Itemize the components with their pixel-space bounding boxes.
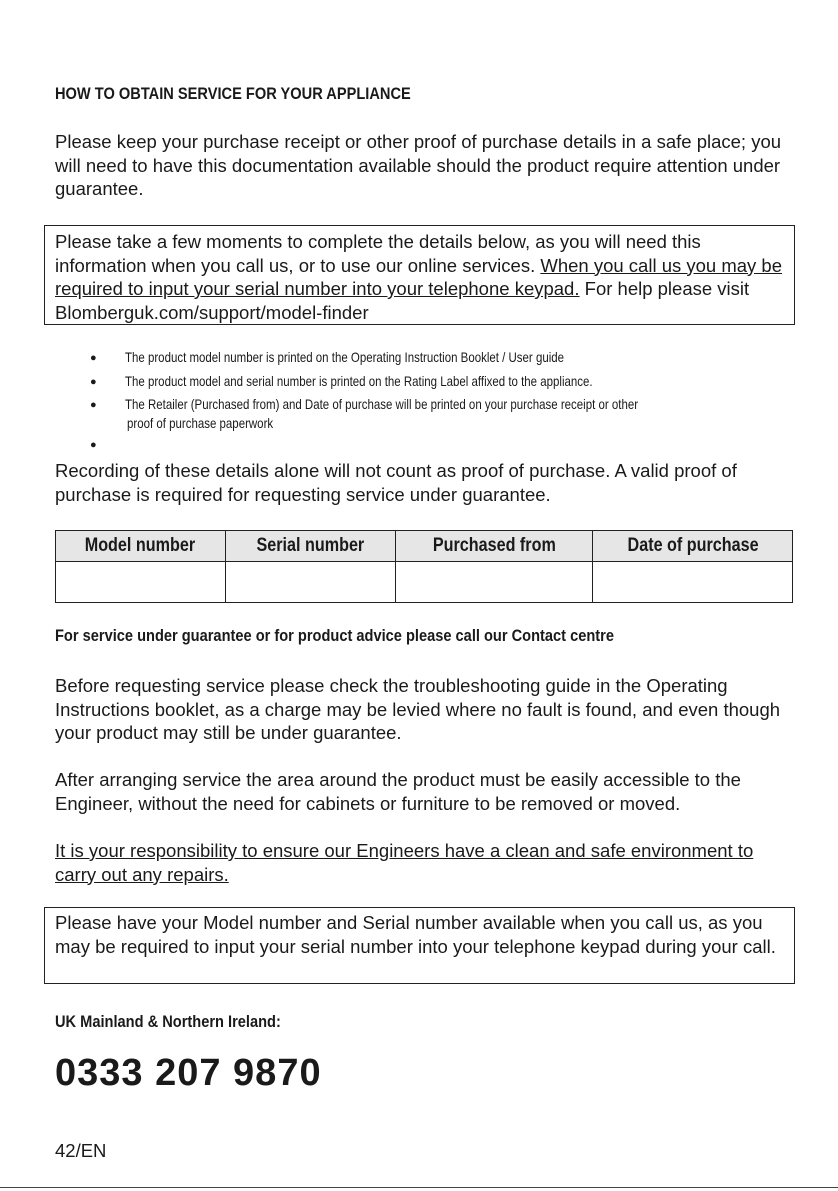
- list-item: [90, 348, 790, 372]
- details-info-text: [55, 230, 790, 324]
- purchase-details-table: [55, 530, 793, 603]
- bullet-text: proof of purchase paperwork: [127, 415, 274, 431]
- model-serial-info-box: [44, 907, 795, 984]
- bullet-text: The product model number is printed on the Operating Instruction Booklet / User guide: [125, 349, 565, 365]
- page-number: 42/EN: [55, 1140, 107, 1161]
- access-paragraph: After arranging service the area around the product must be easily accessible to the Engineer, without the need for cabinets or furniture to be removed or moved.: [55, 769, 741, 814]
- header-serial-number: Serial number: [225, 531, 395, 562]
- bullet-text: The Retailer (Purchased from) and Date of purchase will be printed on your purchase receipt or other: [125, 396, 639, 412]
- responsibility-paragraph: [55, 839, 790, 886]
- header-date-of-purchase: Date of purchase: [593, 531, 793, 562]
- bullet-dot-icon: ●: [90, 439, 97, 451]
- model-serial-info-text: Please have your Model number and Serial number available when you call us, as you may be required to input your serial number into your telephone keypad during your call.: [55, 912, 776, 957]
- bullet-list: [90, 348, 790, 459]
- troubleshoot-paragraph: Before requesting service please check the troubleshooting guide in the Operating Instructions booklet, as a charge may be levied where no fault is found, and even though your product may still be under guarantee.: [55, 675, 781, 743]
- model-number-cell[interactable]: [56, 562, 226, 603]
- phone-number: 0333 207 9870: [55, 1052, 322, 1094]
- bullet-dot-icon: ●: [90, 375, 97, 388]
- recording-note: Recording of these details alone will not count as proof of purchase. A valid proof of purchase is required for requesting service under guarantee.: [55, 460, 737, 505]
- table-header-row: [56, 531, 793, 562]
- table-row: [56, 562, 793, 603]
- date-of-purchase-cell[interactable]: [593, 562, 793, 603]
- keypad-notice: When you call us you may be required to input your serial number into your telephone keypad.: [55, 254, 783, 299]
- header-model-number: Model number: [56, 531, 226, 562]
- list-item: [90, 372, 790, 396]
- purchased-from-cell[interactable]: [395, 562, 593, 603]
- footer-divider: [0, 1187, 838, 1188]
- uk-heading: UK Mainland & Northern Ireland:: [55, 1012, 281, 1031]
- section-heading: HOW TO OBTAIN SERVICE FOR YOUR APPLIANCE: [55, 84, 411, 103]
- bullet-dot-icon: ●: [90, 399, 97, 411]
- details-info-text-end: For help please visit Blomberguk.com/support/model-finder: [55, 278, 750, 323]
- responsibility-text: It is your responsibility to ensure our Engineers have a clean and safe environment to carry out any repairs.: [55, 840, 754, 885]
- contact-heading: For service under guarantee or for product advice please call our Contact centre: [55, 626, 614, 645]
- list-item: [90, 395, 790, 415]
- serial-number-cell[interactable]: [225, 562, 395, 603]
- bullet-dot-icon: ●: [90, 352, 97, 364]
- details-info-text-start: Please take a few moments to complete the details below, as you will need this information when you call us, or to use our online services.: [55, 231, 701, 276]
- list-item: [90, 435, 790, 459]
- details-info-box: [44, 225, 795, 325]
- bullet-text: The product model and serial number is printed on the Rating Label affixed to the appliance.: [125, 372, 593, 389]
- list-item-continuation: [90, 415, 790, 435]
- intro-paragraph: Please keep your purchase receipt or other proof of purchase details in a safe place; you will need to have this documentation available should the product require attention under guarantee.: [55, 131, 782, 199]
- header-purchased-from: Purchased from: [395, 531, 593, 562]
